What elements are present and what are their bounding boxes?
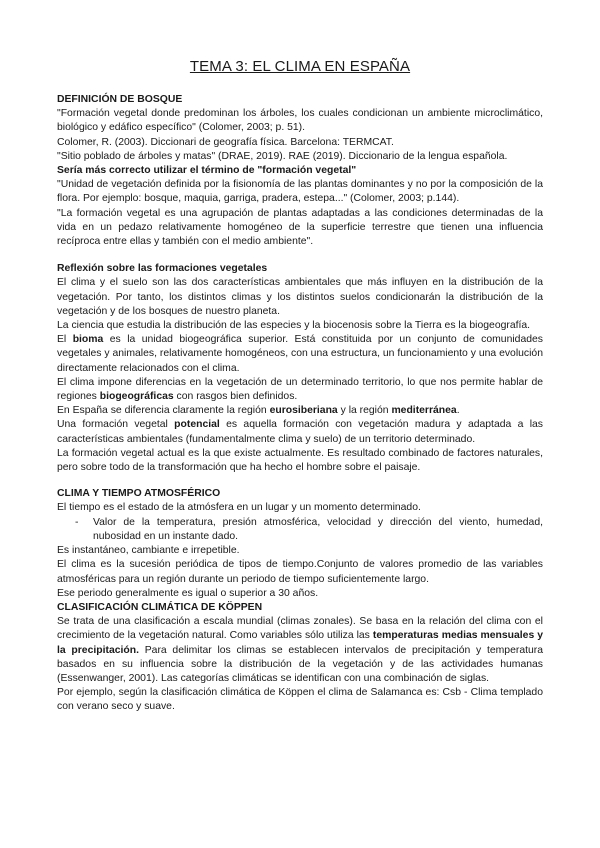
term-bioma: bioma [72, 334, 104, 346]
paragraph: En España se diferencia claramente la región eurosiberiana y la región mediterránea. [57, 405, 460, 417]
term-potencial: potencial [174, 419, 220, 431]
heading-reflexion: Reflexión sobre las formaciones vegetales [57, 263, 268, 275]
paragraph: "Formación vegetal donde predominan los árboles, los cuales condicionan un ambiente microclimático, biológico y edáfico específico" (Colomer, 2003; p. 51). [57, 108, 543, 134]
heading-koppen: CLASIFICACIÓN CLIMÁTICA DE KÖPPEN [57, 601, 263, 613]
page-title: TEMA 3: EL CLIMA EN ESPAÑA [189, 58, 411, 75]
paragraph: Una formación vegetal potencial es aquella formación con vegetación madura y adaptada a las características ambientales (fundamentalmente clima y suelo) de un territorio determinado. [57, 419, 543, 445]
paragraph: "Unidad de vegetación definida por la fisionomía de las plantas dominantes y no por la composición de la flora. Por ejemplo: bosque, maquia, garriga, pradera, estepa..." (Colomer, 2003; p.144). [57, 179, 543, 205]
paragraph: Colomer, R. (2003). Diccionari de geografía física. Barcelona: TERMCAT. [57, 136, 394, 148]
term-mediterranea: mediterránea [391, 405, 457, 417]
term-eurosiberiana: eurosiberiana [269, 405, 338, 417]
paragraph: "La formación vegetal es una agrupación de plantas adaptadas a las condiciones determinadas de la vida en un pedazo relativamente homogéneo de la superficie terrestre que tienen una influencia recíproca entre ellas y también con el medio ambiente". [57, 207, 543, 248]
paragraph: Ese periodo generalmente es igual o superior a 30 años. [57, 587, 319, 599]
paragraph: El clima es la sucesión periódica de tipos de tiempo.Conjunto de valores promedio de las variables atmosféricas para un región durante un periodo de tiempo suficientemente largo. [57, 559, 543, 585]
paragraph: "Sitio poblado de árboles y matas" (DRAE, 2019). RAE (2019). Diccionario de la lengua española. [57, 150, 508, 162]
heading-clima: CLIMA Y TIEMPO ATMOSFÉRICO [57, 488, 221, 500]
term-biogeograficas: biogeográficas [99, 391, 174, 403]
heading-definicion: DEFINICIÓN DE BOSQUE [57, 94, 183, 105]
paragraph: El tiempo es el estado de la atmósfera en un lugar y un momento determinado. [57, 502, 421, 514]
paragraph: Por ejemplo, según la clasificación climática de Köppen el clima de Salamanca es: Csb - Clima templado con verano seco y suave. [57, 687, 543, 713]
paragraph: La formación vegetal actual es la que existe actualmente. Es resultado combinado de factores naturales, pero sobre todo de la transformación que ha hecho el hombre sobre el paisaje. [57, 447, 543, 474]
paragraph: Se trata de una clasificación a escala mundial (climas zonales). Se basa en la relación del clima con el crecimiento de la vegetación natural. Como variables sólo utiliza las temperaturas medias mensuales y la precipitación. Para delimitar los climas se establecen intervalos de precipitación y temperatura basados en su influencia sobre la distribución de la vegetación y de las actividades humanas (Essenwanger, 2001). Las categorías climáticas se identifican con una combinación de siglas. [57, 616, 544, 684]
paragraph: El clima impone diferencias en la vegetación de un determinado territorio, lo que nos permite hablar de regiones biogeográficas con rasgos bien definidos. [57, 376, 543, 403]
paragraph: El clima y el suelo son las dos características ambientales que más influyen en la distribución de la vegetación. Por tanto, los distintos climas y los distintos suelos condicionarán la distribución de la vegetación y de los bosques de nuestro planeta. [57, 277, 543, 317]
paragraph: Es instantáneo, cambiante e irrepetible. [57, 545, 240, 557]
term-temperaturas: temperaturas medias mensuales y la precipitación. [57, 630, 544, 656]
paragraph: La ciencia que estudia la distribución de las especies y la biocenosis sobre la Tierra es la biogeografía. [57, 320, 531, 332]
subheading-formacion-vegetal: Sería más correcto utilizar el término de "formación vegetal" [57, 165, 357, 177]
paragraph: El bioma es la unidad biogeográfica superior. Está constituida por un conjunto de comunidades vegetales y animales, relativamente homogéneos, con una estructura, un funcionamiento y una evolución directamente relacionados con el clima. [57, 334, 543, 374]
document-page [57, 58, 543, 715]
list-item: - Valor de la temperatura, presión atmosférica, velocidad y dirección del viento, humedad, nubosidad en un instante dado. [75, 516, 543, 542]
bullet-dash: - [75, 516, 79, 528]
